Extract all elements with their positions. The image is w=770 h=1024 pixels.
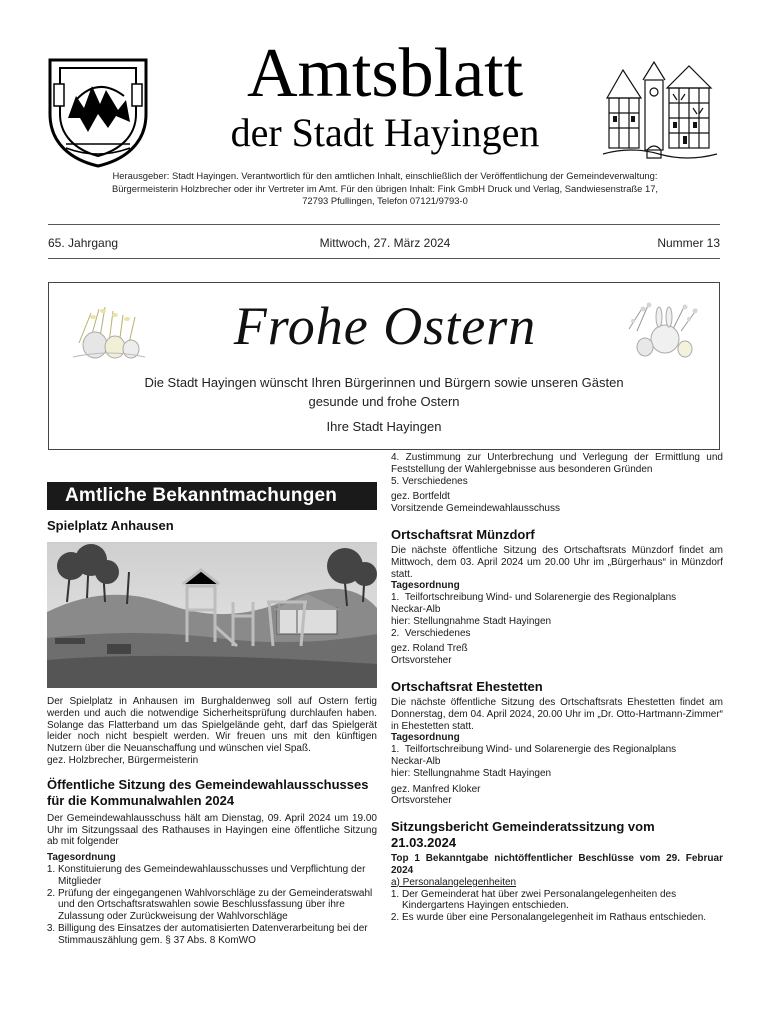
- agenda-item: 5. Verschiedenes: [391, 475, 468, 487]
- council-report-heading: Sitzungsbericht Gemeinderatssitzung vom 21.03.2024: [391, 819, 655, 851]
- election-signature: gez. Bortfeldt: [391, 491, 450, 503]
- agenda-item: 2. Verschiedenes: [391, 627, 471, 639]
- council-report-body: [391, 853, 723, 888]
- election-continued: [391, 452, 723, 515]
- easter-signature: Ihre Stadt Hayingen: [326, 419, 442, 434]
- report-item: 2. Es wurde über eine Personalangelegenheit im Rathaus entschieden.: [402, 912, 723, 924]
- agenda-item: 1. Teilfortschreibung Wind- und Solarenergie des Regionalplans: [391, 744, 677, 756]
- election-agenda-list: [47, 864, 377, 947]
- playground-signature: gez. Holzbrecher, Bürgermeisterin: [47, 754, 199, 766]
- masthead-title: Amtsblatt: [246, 35, 524, 112]
- section-banner: Amtliche Bekanntmachungen: [47, 482, 377, 510]
- election-heading: Öffentliche Sitzung des Gemeindewahlausschusses für die Kommunalwahlen 2024: [47, 776, 369, 808]
- issue-number: Nummer 13: [657, 236, 720, 250]
- election-signature-role: Vorsitzende Gemeindewahlausschuss: [391, 503, 560, 515]
- agenda-item: 1. Teilfortschreibung Wind- und Solarenergie des Regionalplans: [391, 592, 677, 604]
- muenzdorf-signature-role: Ortsvorsteher: [391, 655, 452, 667]
- playground-photo: [47, 542, 377, 688]
- easter-greeting-title: Frohe Ostern: [233, 296, 537, 356]
- ehestetten-signature-role: Ortsvorsteher: [391, 795, 452, 807]
- ehestetten-agenda-label: Tagesordnung: [391, 732, 460, 744]
- election-body: Der Gemeindewahlausschuss hält am Dienstag, 09. April 2024 um 19.00 Uhr im Sitzungssaal des Rathauses in Hayingen eine öffentliche Sitzung ab mit folgender Tagesordnung: [47, 812, 377, 864]
- left-column: [47, 482, 377, 947]
- council-report-top1: Top 1 Bekanntgabe nichtöffentlicher Beschlüsse vom 29. Februar 2024: [391, 853, 723, 876]
- agenda-item: 4. Zustimmung zur Unterbrechung und Verlegung der Ermittlung und Feststellung der Wahlergebnisse aus besonderen Gründen: [391, 452, 723, 475]
- agenda-item: 1. Konstituierung des Gemeindewahlausschusses und Verpflichtung der Mitglieder: [58, 864, 377, 888]
- agenda-item: 2. Prüfung der eingegangenen Wahlvorschläge zu der Gemeinderatswahl und den Ortschaftsratswahlen sowie Beschlussfassung über ihre Zulassung oder Zurückweisung der Wahlvorschläge: [58, 888, 377, 923]
- coat-of-arms-icon: [46, 56, 150, 168]
- town-sketch-icon: [601, 58, 719, 164]
- issue-volume: 65. Jahrgang: [48, 236, 119, 250]
- playground-heading: Spielplatz Anhausen: [47, 518, 174, 533]
- divider-top: [48, 224, 720, 225]
- easter-greeting-box: [48, 282, 720, 450]
- council-report-list: [391, 889, 723, 924]
- muenzdorf-agenda-label: Tagesordnung: [391, 580, 460, 592]
- council-report-subheading: a) Personalangelegenheiten: [391, 876, 517, 888]
- issue-date: Mittwoch, 27. März 2024: [319, 236, 451, 250]
- easter-bunny-icon: [623, 299, 703, 361]
- easter-message: Die Stadt Hayingen wünscht Ihren Bürgerinnen und Bürgern sowie unseren Gästen gesunde und frohe Ostern: [144, 375, 624, 409]
- playground-body: Der Spielplatz in Anhausen im Burghaldenweg soll auf Ostern fertig werden und auch die notwendige Sicherheitsprüfung durchlaufen haben. Solange das Flatterband um das Spielgelände geht, darf das Spielgerät leider noch nicht bespielt werden. Wir freuen uns mit den künftigen Nutzern über die Neuanschaffung und wünschen viel Spaß. gez. Holzbrecher, Bürgermeisterin: [47, 696, 377, 766]
- ehestetten-heading: Ortschaftsrat Ehestetten: [391, 678, 543, 694]
- right-column: [391, 452, 723, 924]
- report-item: 1. Der Gemeinderat hat über zwei Personalangelegenheiten des Kindergartens Hayingen entschieden.: [402, 889, 723, 913]
- easter-eggs-icon: [69, 303, 147, 361]
- agenda-item: 3. Billigung des Einsatzes der automatisierten Datenverarbeitung bei der Stimmauszählung gem. § 37 Abs. 8 KomWO: [58, 923, 377, 947]
- ehestetten-body: Die nächste öffentliche Sitzung des Ortschaftsrats Ehestetten findet am Donnerstag, dem 04. April 2024, 20.00 Uhr im „Dr. Otto-Hartmann-Zimmer“ in Ehestetten statt. Tagesordnung 1. Teilfortschreibung Wind- und Solarenergie des Regionalplans Neckar-Alb hier: Stellungnahme Stadt Hayingen gez. Manfred Kloker Ortsvorsteher: [391, 696, 723, 807]
- masthead-subtitle: der Stadt Hayingen: [230, 110, 540, 155]
- muenzdorf-body: Die nächste öffentliche Sitzung des Ortschaftsrats Münzdorf findet am Mittwoch, dem 03. April 2024 um 20.00 Uhr im „Bürgerhaus“ in Münzdorf statt. Tagesordnung 1. Teilfortschreibung Wind- und Solarenergie des Regionalplans Neckar-Alb hier: Stellungnahme Stadt Hayingen 2. Verschiedenes gez. Roland Treß Ortsvorsteher: [391, 544, 723, 667]
- publisher-info: Herausgeber: Stadt Hayingen. Verantwortlich für den amtlichen Inhalt, einschließlich der Veröffentlichung der Gemeindeverwaltung: Bürgermeisterin Holzbrecher oder ihr Vertreter im Amt. Für den übrigen Inhalt: Fink GmbH Druck und Verlag, Sandwiesenstraße 17, 72793 Pfullingen, Telefon 07121/9793-0: [111, 170, 659, 206]
- muenzdorf-signature: gez. Roland Treß: [391, 643, 468, 655]
- ehestetten-signature: gez. Manfred Kloker: [391, 783, 481, 795]
- election-agenda-label: Tagesordnung: [47, 852, 116, 864]
- muenzdorf-heading: Ortschaftsrat Münzdorf: [391, 526, 535, 542]
- divider-bottom: [48, 258, 720, 259]
